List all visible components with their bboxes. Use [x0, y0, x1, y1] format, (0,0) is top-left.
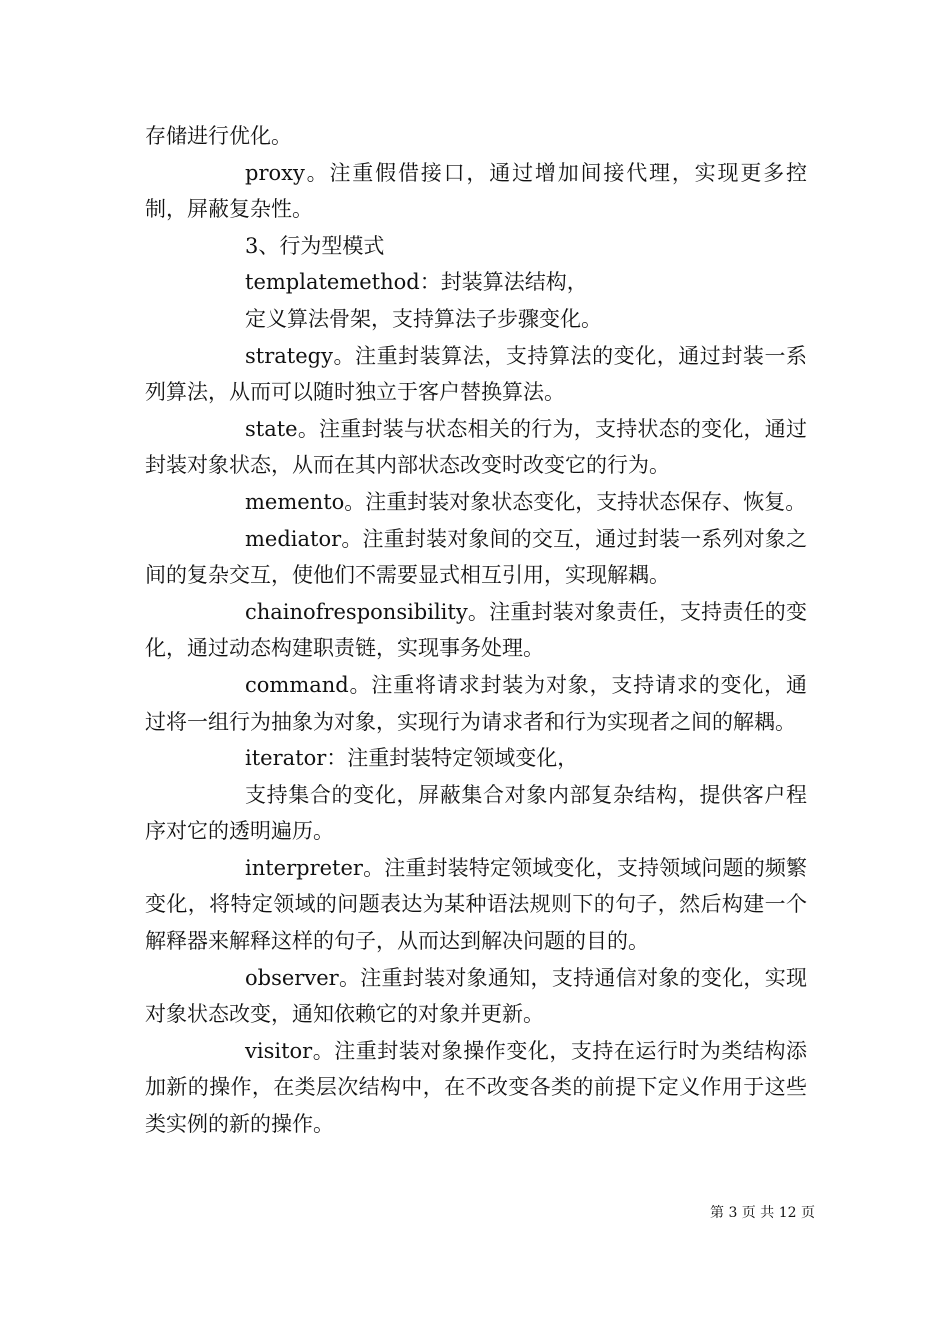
paragraph-interpreter: interpreter。注重封装特定领域变化，支持领域问题的频繁变化，将特定领域的问题表达为某种语法规则下的句子，然后构建一个解释器来解释这样的句子，从而达到解决问题的目的。 [145, 855, 807, 954]
paragraph-memento: memento。注重封装对象状态变化，支持状态保存、恢复。 [245, 489, 807, 514]
paragraph-proxy: proxy。注重假借接口，通过增加间接代理，实现更多控制，屏蔽复杂性。 [145, 160, 807, 222]
paragraph-iterator: iterator：注重封装特定领域变化， [245, 746, 579, 771]
paragraph-strategy: strategy。注重封装算法，支持算法的变化，通过封装一系列算法，从而可以随时独立于客户替换算法。 [145, 343, 807, 405]
paragraph-visitor: visitor。注重封装对象操作变化，支持在运行时为类结构添加新的操作，在类层次结构中，在不改变各类的前提下定义作用于这些类实例的新的操作。 [145, 1038, 807, 1137]
paragraph-chainofresponsibility: chainofresponsibility。注重封装对象责任，支持责任的变化，通过动态构建职责链，实现事务处理。 [145, 599, 807, 661]
paragraph-templatemethod: templatemethod：封装算法结构， [245, 270, 588, 295]
document-body [145, 118, 807, 1143]
page-number-footer: 第 3 页 共 12 页 [710, 1205, 815, 1221]
section-heading-behavioral-patterns: 3、行为型模式 [245, 233, 385, 258]
paragraph-mediator: mediator。注重封装对象间的交互，通过封装一系列对象之间的复杂交互，使他们不需要显式相互引用，实现解耦。 [145, 526, 807, 588]
paragraph-templatemethod-detail: 定义算法骨架，支持算法子步骤变化。 [245, 306, 602, 331]
paragraph-iterator-detail: 支持集合的变化，屏蔽集合对象内部复杂结构，提供客户程序对它的透明遍历。 [145, 782, 807, 844]
paragraph-state: state。注重封装与状态相关的行为，支持状态的变化，通过封装对象状态，从而在其内部状态改变时改变它的行为。 [145, 416, 807, 478]
paragraph-observer: observer。注重封装对象通知，支持通信对象的变化，实现对象状态改变，通知依赖它的对象并更新。 [145, 965, 807, 1027]
paragraph-continuation: 存储进行优化。 [145, 124, 292, 148]
paragraph-command: command。注重将请求封装为对象，支持请求的变化，通过将一组行为抽象为对象，实现行为请求者和行为实现者之间的解耦。 [145, 672, 807, 734]
